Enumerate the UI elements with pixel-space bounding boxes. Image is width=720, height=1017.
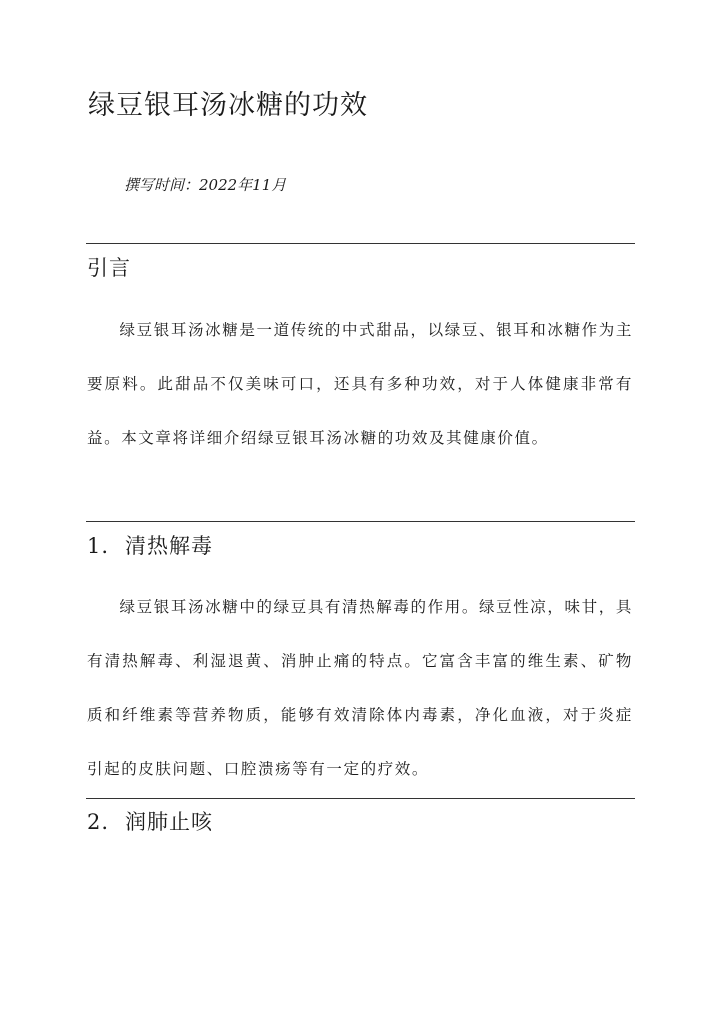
section-heading-text: 润肺止咳 xyxy=(125,810,213,834)
heat-clearing-paragraph: 绿豆银耳汤冰糖中的绿豆具有清热解毒的作用。绿豆性凉，味甘，具有清热解毒、利湿退黄、消肿止痛的特点。它富含丰富的维生素、矿物质和纤维素等营养物质，能够有效清除体内毒素，净化血液，对于炎症引起的皮肤问题、口腔溃疡等有一定的疗效。 xyxy=(87,598,633,778)
document-title: 绿豆银耳汤冰糖的功效 xyxy=(88,90,368,121)
section-number: 1. xyxy=(87,534,110,558)
section-heading-lung-moistening xyxy=(87,806,213,838)
section-heading-text: 引言 xyxy=(87,256,131,280)
section-number: 2. xyxy=(87,810,110,834)
section-divider xyxy=(86,243,635,244)
section-divider xyxy=(86,798,635,799)
section-heading-heat-clearing xyxy=(87,530,213,562)
section-heading-text: 清热解毒 xyxy=(125,534,213,558)
introduction-paragraph: 绿豆银耳汤冰糖是一道传统的中式甜品，以绿豆、银耳和冰糖作为主要原料。此甜品不仅美味可口，还具有多种功效，对于人体健康非常有益。本文章将详细介绍绿豆银耳汤冰糖的功效及其健康价值。 xyxy=(87,321,633,447)
date-written: 撰写时间：2022年11月 xyxy=(124,176,287,194)
section-divider xyxy=(86,521,635,522)
section-heading-introduction xyxy=(87,252,131,284)
